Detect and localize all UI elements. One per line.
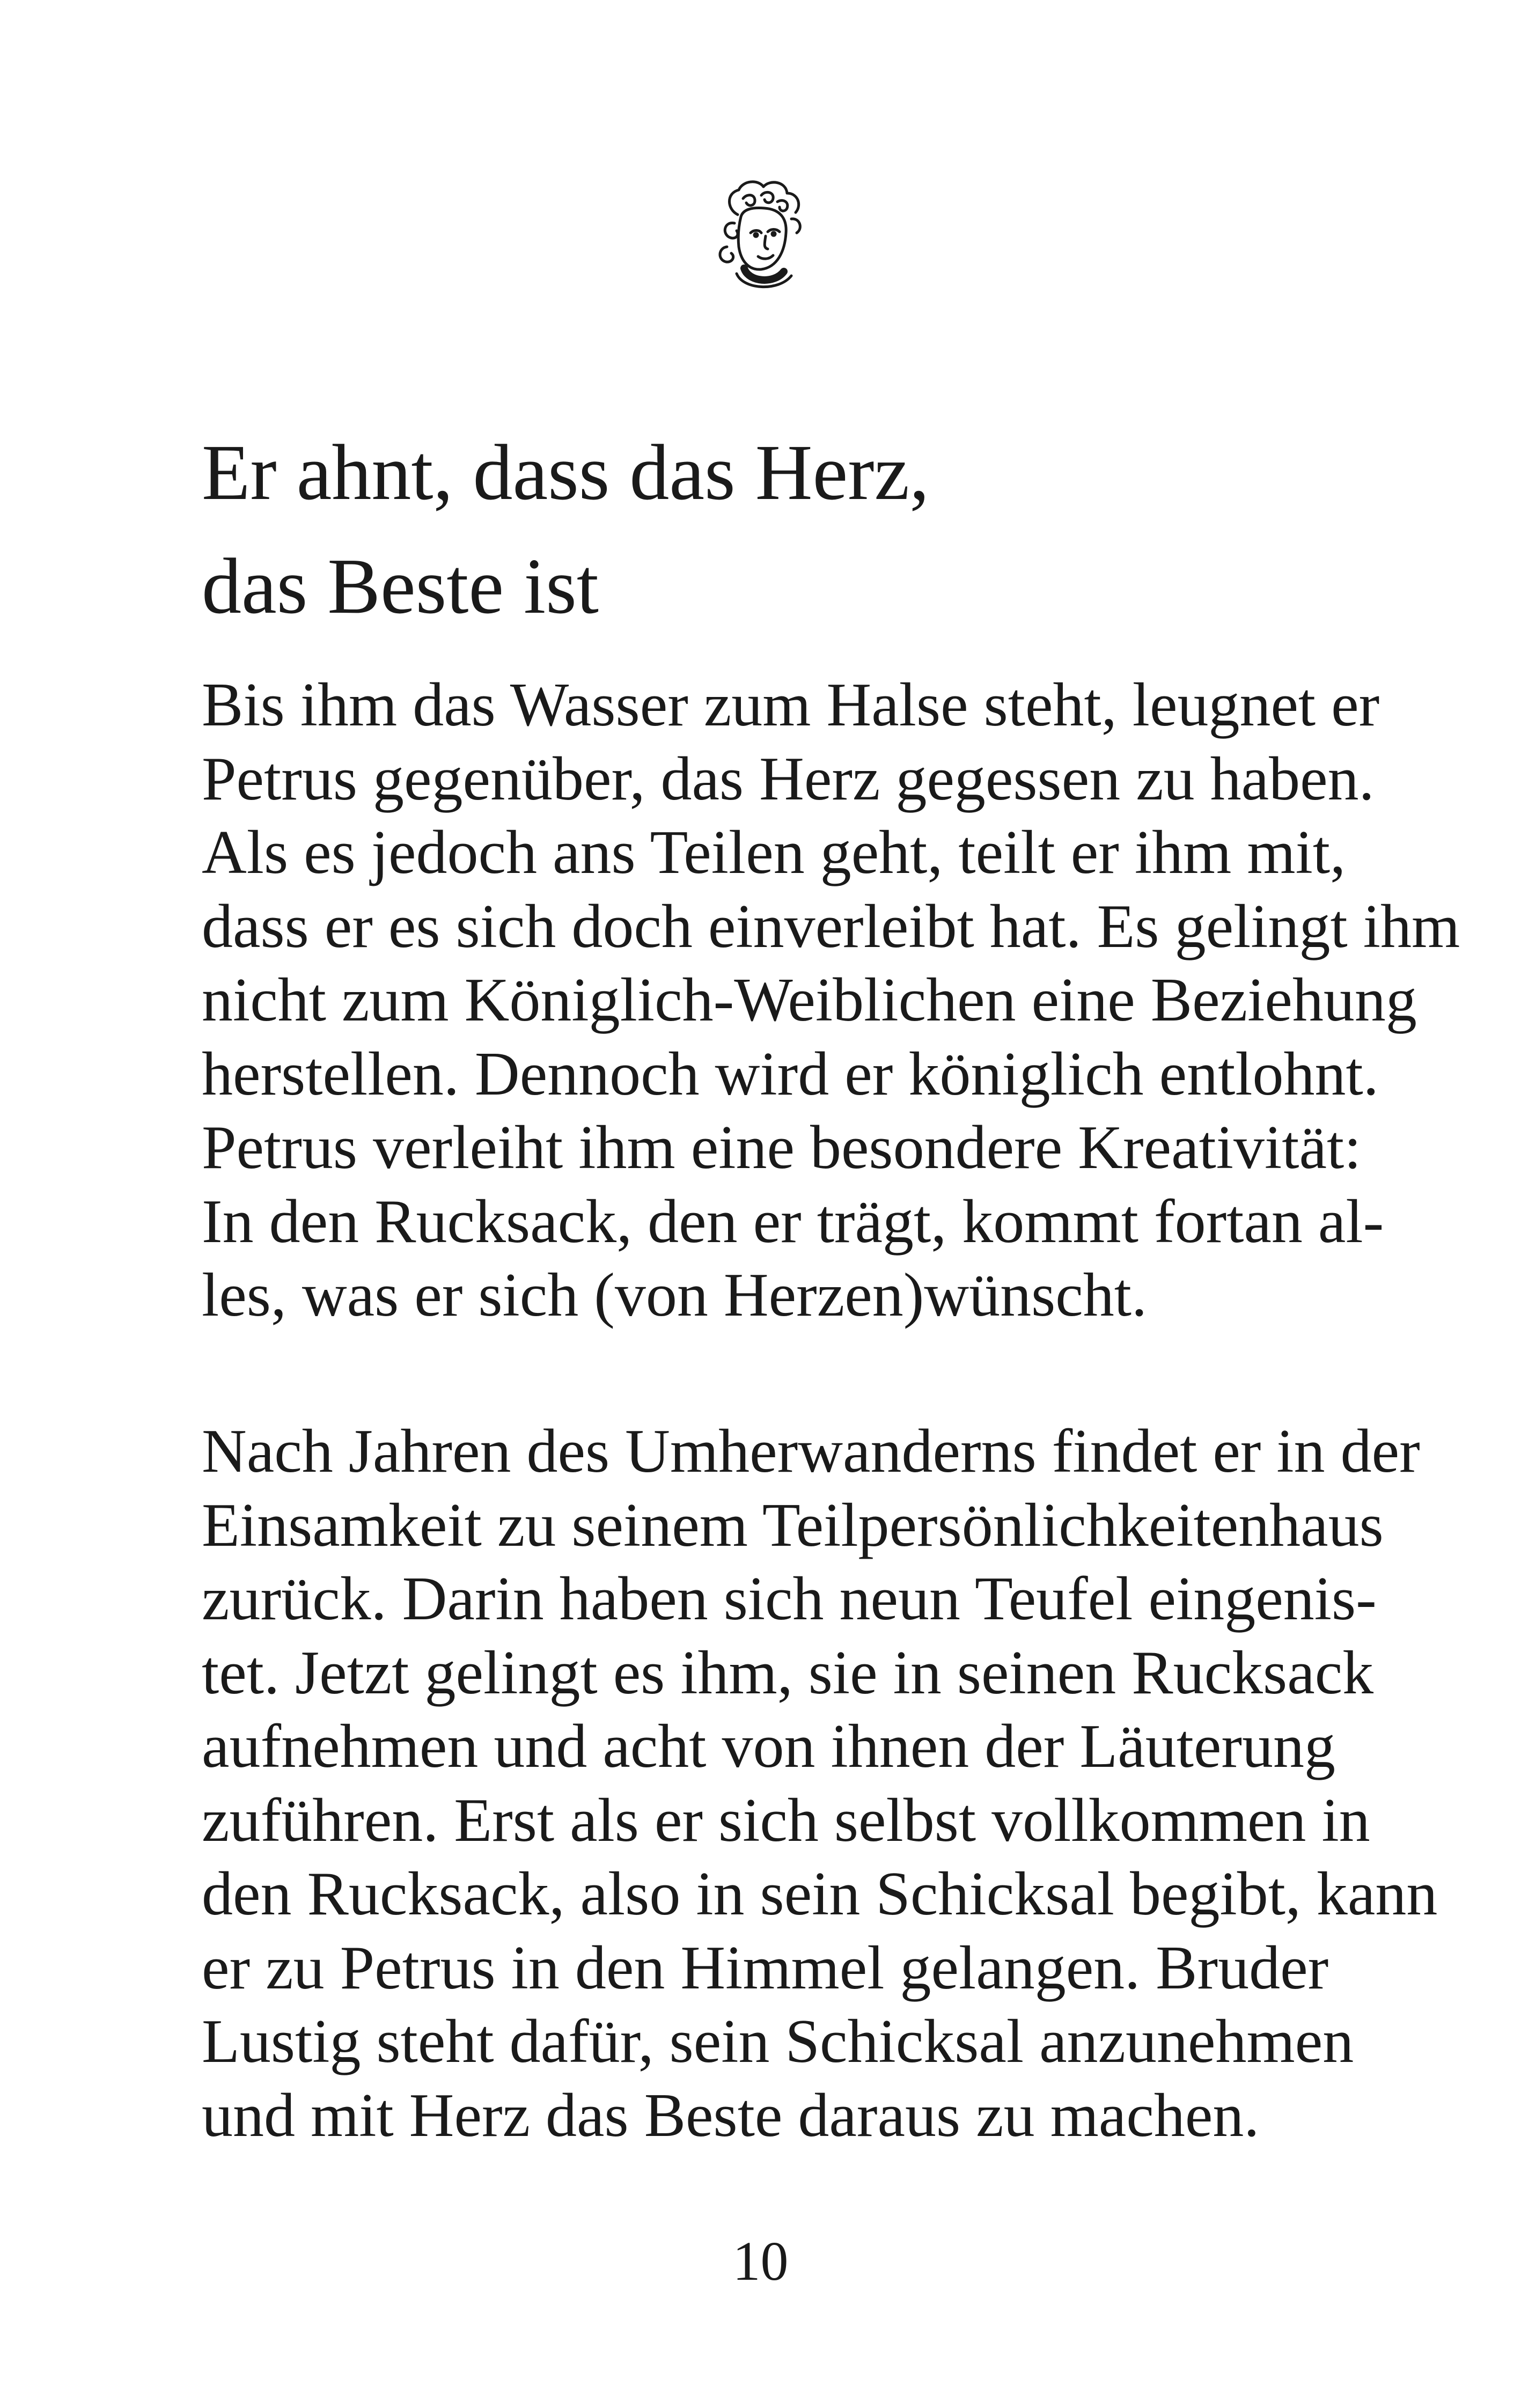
- text-line: er zu Petrus in den Himmel gelangen. Bruder: [202, 1933, 1329, 2002]
- text-line: den Rucksack, also in sein Schicksal begibt, kann: [202, 1860, 1438, 1928]
- text-line: Bis ihm das Wasser zum Halse steht, leugnet er: [202, 671, 1380, 739]
- text-line: tet. Jetzt gelingt es ihm, sie in seinen Rucksack: [202, 1638, 1374, 1707]
- text-line: In den Rucksack, den er trägt, kommt fortan al-: [202, 1187, 1384, 1256]
- text-line: Petrus gegenüber, das Herz gegessen zu haben.: [202, 744, 1375, 813]
- text-line: zuführen. Erst als er sich selbst vollkommen in: [202, 1786, 1370, 1855]
- text-line: Petrus verleiht ihm eine besondere Kreativität:: [202, 1113, 1362, 1182]
- text-line: Lustig steht dafür, sein Schicksal anzunehmen: [202, 2007, 1354, 2076]
- text-line: Einsamkeit zu seinem Teilpersönlichkeitenhaus: [202, 1491, 1384, 1560]
- paragraph-1: [202, 669, 1460, 1333]
- page-number: 10: [732, 2230, 789, 2292]
- text-line: les, was er sich (von Herzen)wünscht.: [202, 1261, 1147, 1330]
- text-line: zurück. Darin haben sich neun Teufel eingenis-: [202, 1565, 1377, 1633]
- paragraph-2: [202, 1415, 1438, 2153]
- face-ornament-icon: [706, 177, 815, 298]
- heading-line: Er ahnt, dass das Herz,: [202, 429, 930, 517]
- text-line: und mit Herz das Beste daraus zu machen.: [202, 2081, 1260, 2150]
- text-line: dass er es sich doch einverleibt hat. Es gelingt ihm: [202, 892, 1460, 961]
- text-line: Nach Jahren des Umherwanderns findet er in der: [202, 1417, 1420, 1486]
- text-line: nicht zum Königlich-Weiblichen eine Beziehung: [202, 966, 1417, 1034]
- text-line: herstellen. Dennoch wird er königlich entlohnt.: [202, 1039, 1379, 1108]
- chapter-heading: [202, 416, 1328, 643]
- text-line: aufnehmen und acht von ihnen der Läuterung: [202, 1712, 1336, 1781]
- heading-line: das Beste ist: [202, 542, 599, 630]
- text-line: Als es jedoch ans Teilen geht, teilt er ihm mit,: [202, 818, 1346, 887]
